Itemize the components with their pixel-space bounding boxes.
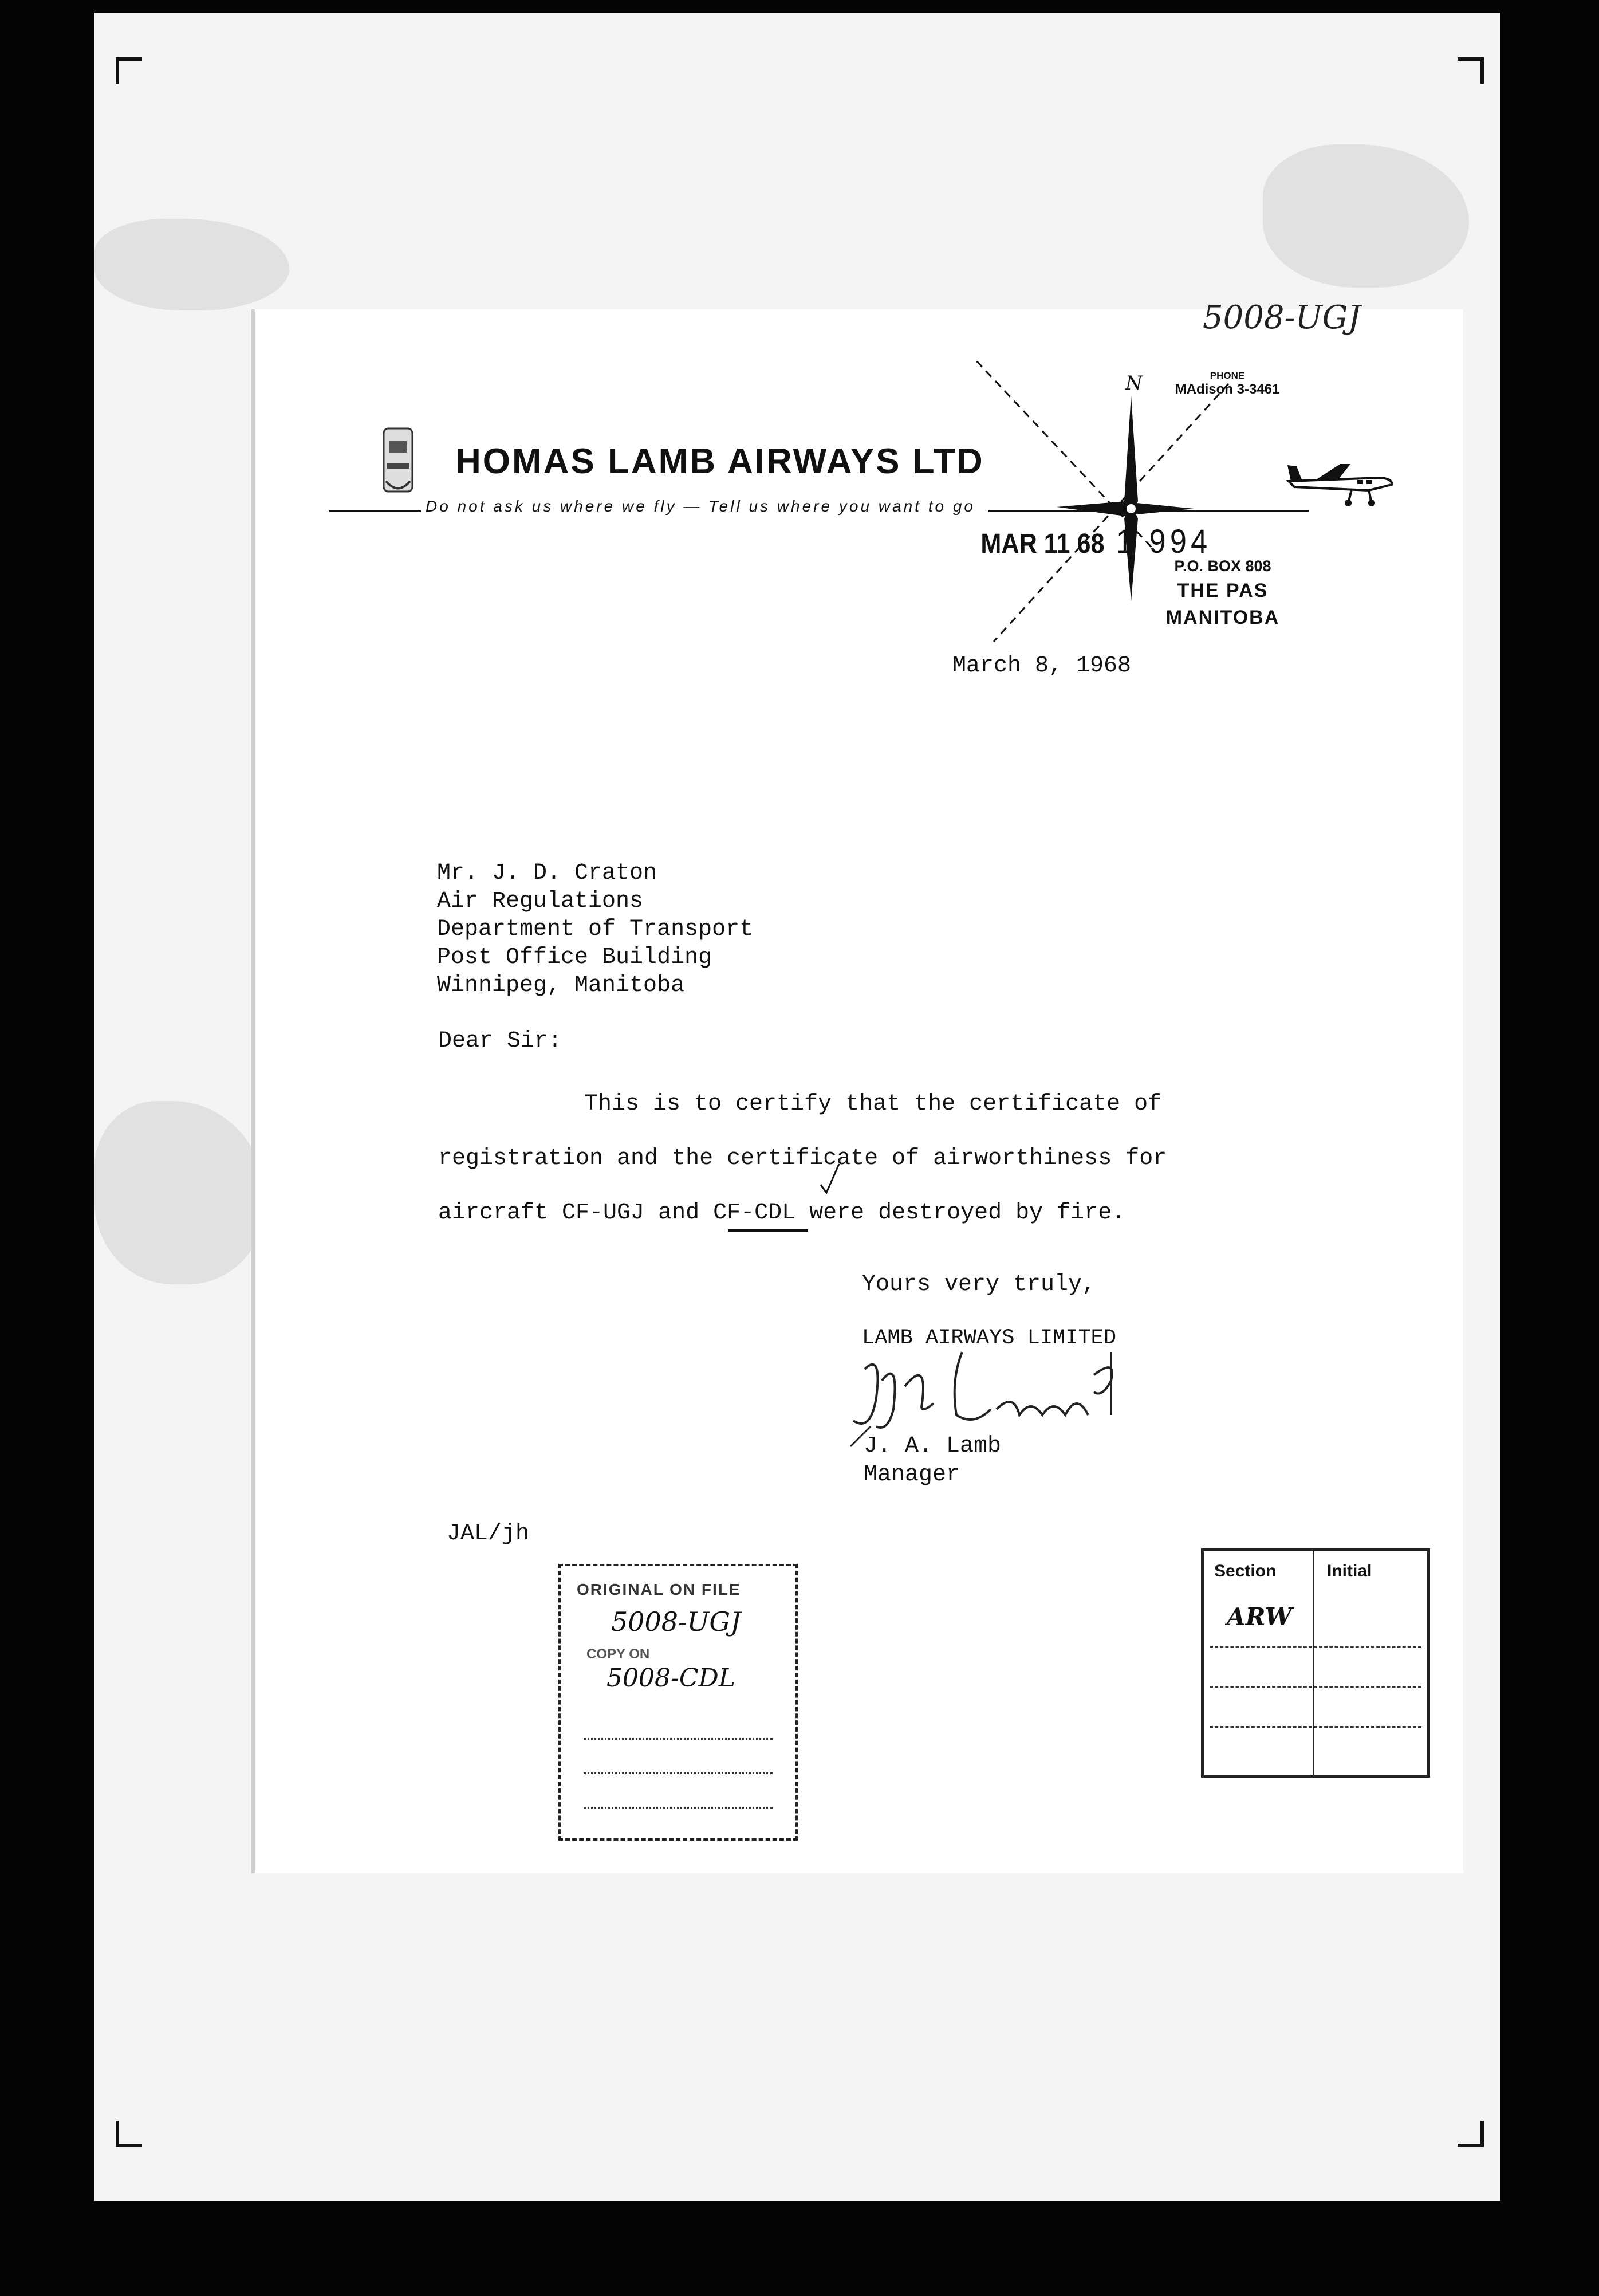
recipient-line: Winnipeg, Manitoba [437, 973, 685, 998]
file-stamp-header: ORIGINAL ON FILE [577, 1581, 741, 1598]
closing-company: LAMB AIRWAYS LIMITED [862, 1326, 1117, 1350]
company-emblem-icon [372, 418, 424, 504]
letterhead-motto: Do not ask us where we fly — Tell us where you want to go [421, 497, 980, 516]
aircraft-underline [728, 1229, 808, 1232]
letter-page [255, 299, 1463, 1873]
routing-row-line [1210, 1646, 1421, 1648]
recipient-line: Air Regulations [437, 888, 644, 914]
recipient-line: Department of Transport [437, 917, 754, 942]
file-stamp-line [584, 1807, 773, 1809]
svg-text:N: N [1125, 372, 1143, 395]
signer-title: Manager [864, 1462, 960, 1488]
frame-corner-mark [116, 2121, 142, 2147]
check-mark-icon [818, 1162, 841, 1196]
recipient-line: Post Office Building [437, 945, 712, 970]
frame-corner-mark [1458, 2121, 1484, 2147]
received-date-stamp [980, 522, 1211, 561]
background-smudge [94, 1101, 266, 1284]
airplane-icon [1283, 453, 1397, 510]
salutation: Dear Sir: [438, 1028, 562, 1054]
background-smudge [1263, 144, 1469, 288]
letterhead-rule-left [329, 510, 421, 512]
routing-section-header: Section [1214, 1562, 1277, 1581]
letterhead-company-name: HOMAS LAMB AIRWAYS LTD [455, 442, 984, 481]
phone-number: MAdison 3-3461 [1175, 381, 1280, 397]
file-stamp-entry-2: 5008-CDL [606, 1664, 736, 1693]
recipient-address [437, 859, 753, 1000]
frame-corner-mark [116, 57, 142, 84]
letter-body-text: This is to certify that the certificate of registration and the certificate of airworthiness for aircraft CF-UGJ and CF-CDL were destroyed by fire. [438, 1091, 1167, 1226]
signer-name: J. A. Lamb [864, 1433, 1002, 1459]
letter-date: March 8, 1968 [952, 653, 1132, 679]
routing-initial-header: Initial [1327, 1562, 1372, 1581]
closing: Yours very truly, [862, 1272, 1096, 1298]
phone-label: PHONE [1210, 370, 1245, 381]
routing-row-line [1210, 1686, 1421, 1688]
town: THE PAS [1177, 579, 1269, 601]
received-stamp-date: MAR 11 68 [980, 529, 1105, 559]
routing-divider [1313, 1551, 1314, 1775]
file-stamp-line [584, 1738, 773, 1740]
routing-row-line [1210, 1726, 1421, 1728]
file-reference-handwritten: 5008-UGJ [1203, 299, 1361, 336]
file-stamp-copy-label: COPY ON [586, 1646, 650, 1662]
letterhead-address [1140, 556, 1306, 632]
signer-block [864, 1432, 1001, 1489]
province: MANITOBA [1165, 607, 1280, 629]
recipient-line: Mr. J. D. Craton [437, 860, 657, 886]
routing-section-entry: ARW [1227, 1603, 1292, 1631]
file-stamp-entry-1: 5008-UGJ [611, 1606, 741, 1637]
background-smudge [94, 219, 289, 310]
letter-body [438, 1077, 1228, 1240]
file-stamp-line [584, 1772, 773, 1774]
frame-corner-mark [1458, 57, 1484, 84]
typist-initials: JAL/jh [447, 1521, 530, 1547]
file-stamp [558, 1564, 798, 1841]
routing-stamp [1201, 1548, 1430, 1778]
po-box: P.O. BOX 808 [1174, 557, 1271, 575]
received-stamp-number: 1 994 [1116, 523, 1212, 560]
